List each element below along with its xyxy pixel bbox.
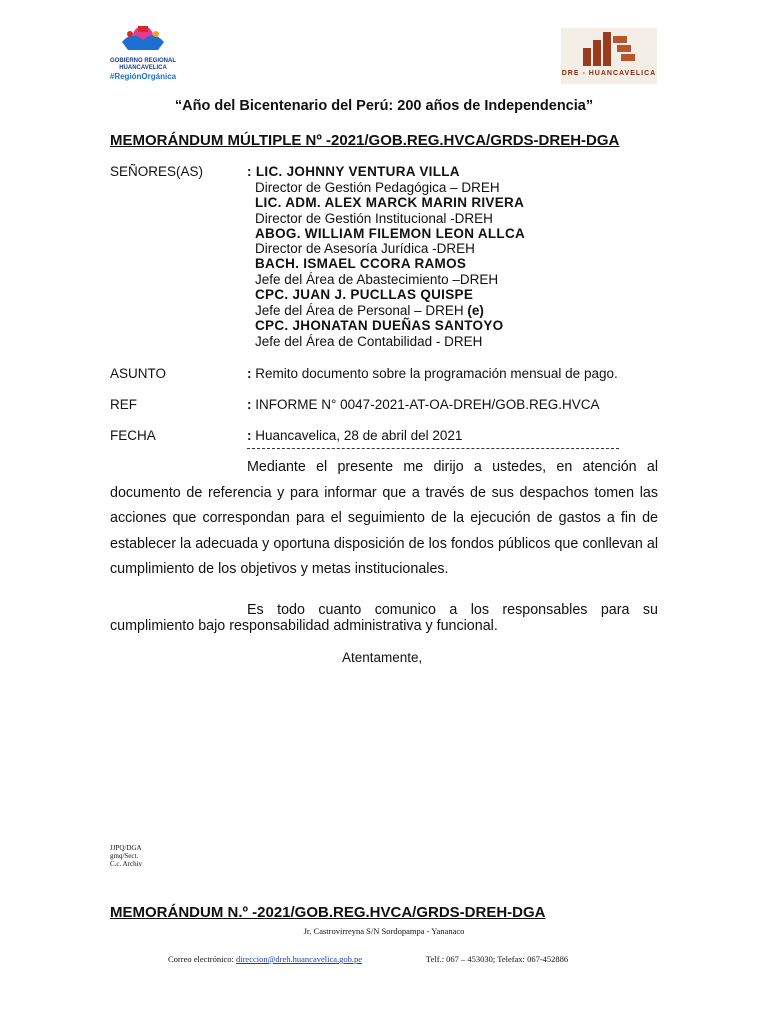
fecha-value: Huancavelica, 28 de abril del 2021 — [255, 428, 463, 443]
footer-email-row — [168, 954, 362, 964]
recipient-role: Director de Gestión Pedagógica – DREH — [255, 180, 500, 195]
recipients-label: SEÑORES(AS) — [110, 164, 204, 179]
ref-value: INFORME N° 0047-2021-AT-OA-DREH/GOB.REG.HVCA — [255, 397, 600, 412]
fecha-label: FECHA — [110, 428, 156, 443]
recipient-name: CPC. JHONATAN DUEÑAS SANTOYO — [255, 318, 504, 333]
recipient-role: Director de Gestión Institucional -DREH — [255, 211, 493, 226]
recipient-role: Jefe del Área de Abastecimiento –DREH — [255, 272, 499, 287]
asunto-row — [247, 366, 618, 381]
colon: : — [247, 428, 252, 443]
year-motto: “Año del Bicentenario del Perú: 200 años de Independencia” — [174, 98, 594, 114]
body-paragraph: Es todo cuanto comunico a los responsables para su cumplimiento bajo responsabilidad administrativa y funcional. — [110, 602, 658, 634]
footer-address: Jr. Castrovirreyna S/N Sordopampa - Yananaco — [303, 926, 465, 936]
recipient-role: Director de Asesoría Jurídica -DREH — [255, 241, 475, 256]
recipient-role — [255, 303, 484, 318]
initials-line: JJPQ/DGA — [110, 844, 142, 852]
recipient-role-text: Jefe del Área de Personal – DREH — [255, 303, 464, 318]
email-label: Correo electrónico: — [168, 954, 234, 964]
recipient-role: Jefe del Área de Contabilidad - DREH — [255, 334, 483, 349]
email-link[interactable]: direccion@dreh.huancavelica.gob.pe — [235, 954, 363, 964]
colon: : — [247, 397, 252, 412]
footer-memo-number: MEMORÁNDUM N.º -2021/GOB.REG.HVCA/GRDS-DREH-DGA — [110, 904, 546, 921]
memo-title: MEMORÁNDUM MÚLTIPLE Nº -2021/GOB.REG.HVCA/GRDS-DREH-DGA — [110, 132, 620, 149]
recipient-name: : LIC. JOHNNY VENTURA VILLA — [247, 164, 460, 179]
recipient-name: ABOG. WILLIAM FILEMON LEON ALLCA — [255, 226, 526, 241]
recipient-name: CPC. JUAN J. PUCLLAS QUISPE — [255, 287, 474, 302]
recipient-name: LIC. ADM. ALEX MARCK MARIN RIVERA — [255, 195, 525, 210]
body-paragraph: Mediante el presente me dirijo a ustedes, en atención al documento de referencia y para informar que a través de sus despachos tomen las acciones que correspondan para el seguimiento de la ejecución de gastos a fin de establecer la adecuada y oportuna disposición de los fondos públicos que conllevan al cumplimiento de los objetivos y metas institucionales. — [110, 459, 658, 577]
dre-logo-text: DRE - HUANCAVELICA — [561, 70, 657, 77]
recipient-role-suffix: (e) — [467, 303, 484, 318]
ref-label: REF — [110, 397, 137, 412]
fecha-row — [247, 428, 462, 443]
initials-block — [110, 844, 142, 868]
initials-line: gmq/Sect. — [110, 852, 139, 860]
recipient-name: BACH. ISMAEL CCORA RAMOS — [255, 256, 467, 271]
asunto-value: Remito documento sobre la programación mensual de pago. — [255, 366, 618, 381]
asunto-label: ASUNTO — [110, 366, 167, 381]
initials-line: C.c. Archiv — [110, 860, 143, 868]
region-organica-tag: #RegiónOrgánica — [109, 72, 177, 81]
closing-text: Atentamente, — [342, 650, 423, 665]
colon: : — [247, 366, 252, 381]
gobierno-regional-logo-text: GOBIERNO REGIONAL HUANCAVELICA — [109, 58, 176, 71]
footer-phones: Telf.: 067 – 453030; Telefax: 067-452886 — [426, 954, 569, 964]
ref-row — [247, 397, 600, 412]
separator-line — [247, 448, 619, 449]
